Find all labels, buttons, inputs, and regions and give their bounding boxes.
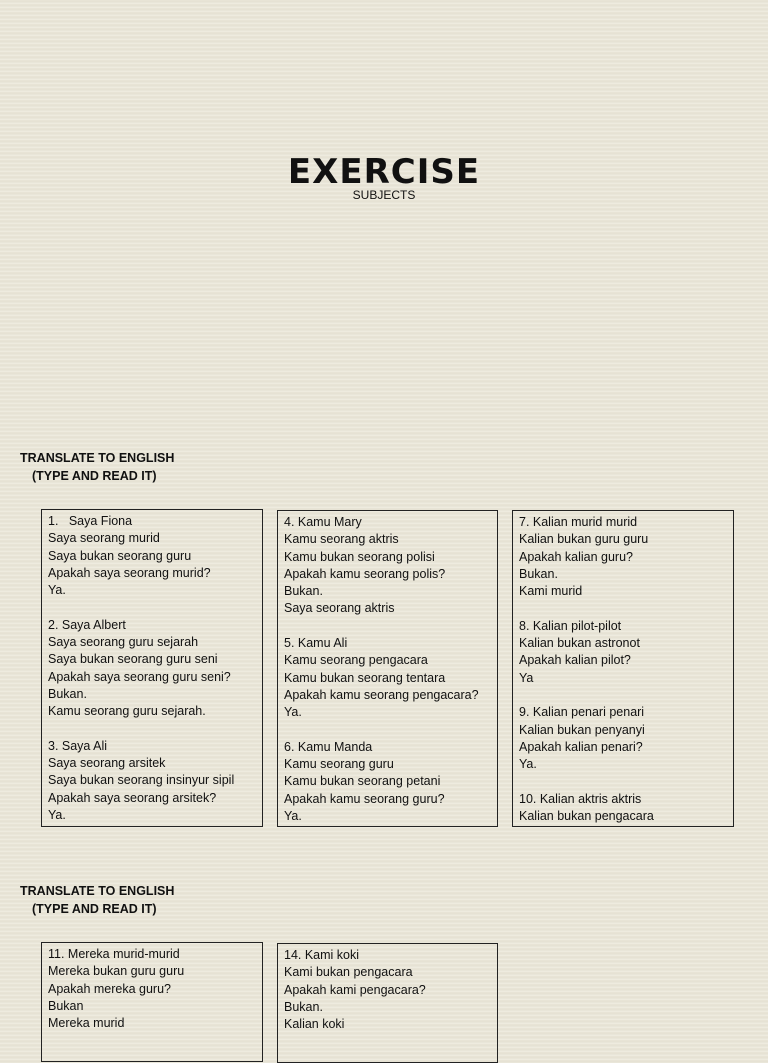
section-1-heading-line1: TRANSLATE TO ENGLISH <box>20 451 175 465</box>
exercise-box-11-13 <box>41 942 263 1062</box>
exercise-line: Ya. <box>48 808 66 823</box>
exercise-line: Ya. <box>48 583 66 598</box>
exercise-line: Ya. <box>284 705 302 720</box>
exercise-line: 2. Saya Albert <box>48 617 126 632</box>
section-2-heading-line2: (TYPE AND READ IT) <box>32 902 157 916</box>
exercise-line: Bukan <box>48 998 84 1013</box>
exercise-line: Saya bukan seorang guru seni <box>48 652 218 667</box>
exercise-line: Saya seorang arsitek <box>48 756 166 771</box>
exercise-line: Kalian bukan astronot <box>519 636 640 651</box>
exercise-line: Saya bukan seorang guru <box>48 548 192 563</box>
section-2-heading-line1: TRANSLATE TO ENGLISH <box>20 884 175 898</box>
exercise-box-7-10 <box>512 510 734 827</box>
exercise-line: Apakah saya seorang murid? <box>48 565 211 580</box>
exercise-line: Mereka murid <box>48 1016 125 1031</box>
section-1-heading <box>20 449 174 485</box>
exercise-line: 14. Kami koki <box>284 948 360 962</box>
exercise-line: Apakah mereka guru? <box>48 981 171 996</box>
blank-line <box>519 687 733 704</box>
blank-line <box>48 721 262 738</box>
exercise-line: Bukan. <box>48 686 87 701</box>
blank-line <box>284 618 497 635</box>
exercise-line: Apakah kalian penari? <box>519 739 643 754</box>
exercise-line: 6. Kamu Manda <box>284 739 373 754</box>
page-subtitle: SUBJECTS <box>352 188 416 202</box>
exercise-line: Bukan. <box>519 566 558 581</box>
exercise-line: Apakah kamu seorang pengacara? <box>284 687 479 702</box>
exercise-line: 4. Kamu Mary <box>284 515 362 529</box>
exercise-line: Bukan. <box>284 999 323 1014</box>
exercise-line: 5. Kamu Ali <box>284 636 348 651</box>
exercise-line: Mereka bukan guru guru <box>48 964 185 979</box>
exercise-line: Apakah kalian pilot? <box>519 653 631 668</box>
exercise-line: Ya <box>519 670 534 685</box>
exercise-line: Ya. <box>284 809 302 824</box>
exercise-line: Saya seorang guru sejarah <box>48 635 199 650</box>
exercise-line: Saya seorang murid <box>48 531 160 546</box>
exercise-line: Saya seorang aktris <box>284 601 395 616</box>
exercise-line: Bukan. <box>284 584 323 599</box>
blank-line <box>48 599 262 616</box>
exercise-line: 8. Kalian pilot-pilot <box>519 618 622 633</box>
exercise-line: Kamu seorang guru sejarah. <box>48 704 206 719</box>
exercise-line: Kami murid <box>519 584 583 599</box>
section-2-heading <box>20 882 174 918</box>
exercise-line: 7. Kalian murid murid <box>519 515 638 529</box>
exercise-line: Apakah kami pengacara? <box>284 982 426 997</box>
blank-line <box>519 600 733 617</box>
exercise-box-14-16 <box>277 943 498 1063</box>
blank-line <box>519 773 733 790</box>
exercise-line: Kamu bukan seorang polisi <box>284 549 435 564</box>
exercise-line: Apakah kamu seorang guru? <box>284 791 445 806</box>
exercise-line: Apakah saya seorang guru seni? <box>48 669 231 684</box>
exercise-line: Kalian bukan guru guru <box>519 532 649 547</box>
page-title: EXERCISE <box>287 152 481 192</box>
exercise-line: 3. Saya Ali <box>48 738 108 753</box>
exercise-line: Apakah saya seorang arsitek? <box>48 790 217 805</box>
exercise-line: 11. Mereka murid-murid <box>48 947 180 961</box>
exercise-box-4-6 <box>277 510 498 827</box>
exercise-box-1-3 <box>41 509 263 827</box>
exercise-line: 9. Kalian penari penari <box>519 705 645 720</box>
exercise-line: Ya. <box>519 757 537 772</box>
exercise-line: 1. Saya Fiona <box>48 514 133 528</box>
exercise-line: Apakah kalian guru? <box>519 549 633 564</box>
exercise-line: Kalian bukan penyanyi <box>519 722 645 737</box>
exercise-line: 10. Kalian aktris aktris <box>519 791 642 806</box>
exercise-line: Apakah kamu seorang polis? <box>284 566 446 581</box>
exercise-line: Kamu seorang guru <box>284 757 394 772</box>
exercise-line: Kamu bukan seorang tentara <box>284 670 446 685</box>
section-1-heading-line2: (TYPE AND READ IT) <box>32 469 157 483</box>
exercise-line: Kalian koki <box>284 1017 345 1032</box>
exercise-line: Saya bukan seorang insinyur sipil <box>48 773 235 788</box>
exercise-line: Kalian bukan pengacara <box>519 809 654 824</box>
exercise-line: Kami bukan pengacara <box>284 965 413 980</box>
blank-line <box>284 722 497 739</box>
exercise-line: Kamu bukan seorang petani <box>284 774 441 789</box>
exercise-line: Kamu seorang pengacara <box>284 653 428 668</box>
exercise-line: Kamu seorang aktris <box>284 532 399 547</box>
